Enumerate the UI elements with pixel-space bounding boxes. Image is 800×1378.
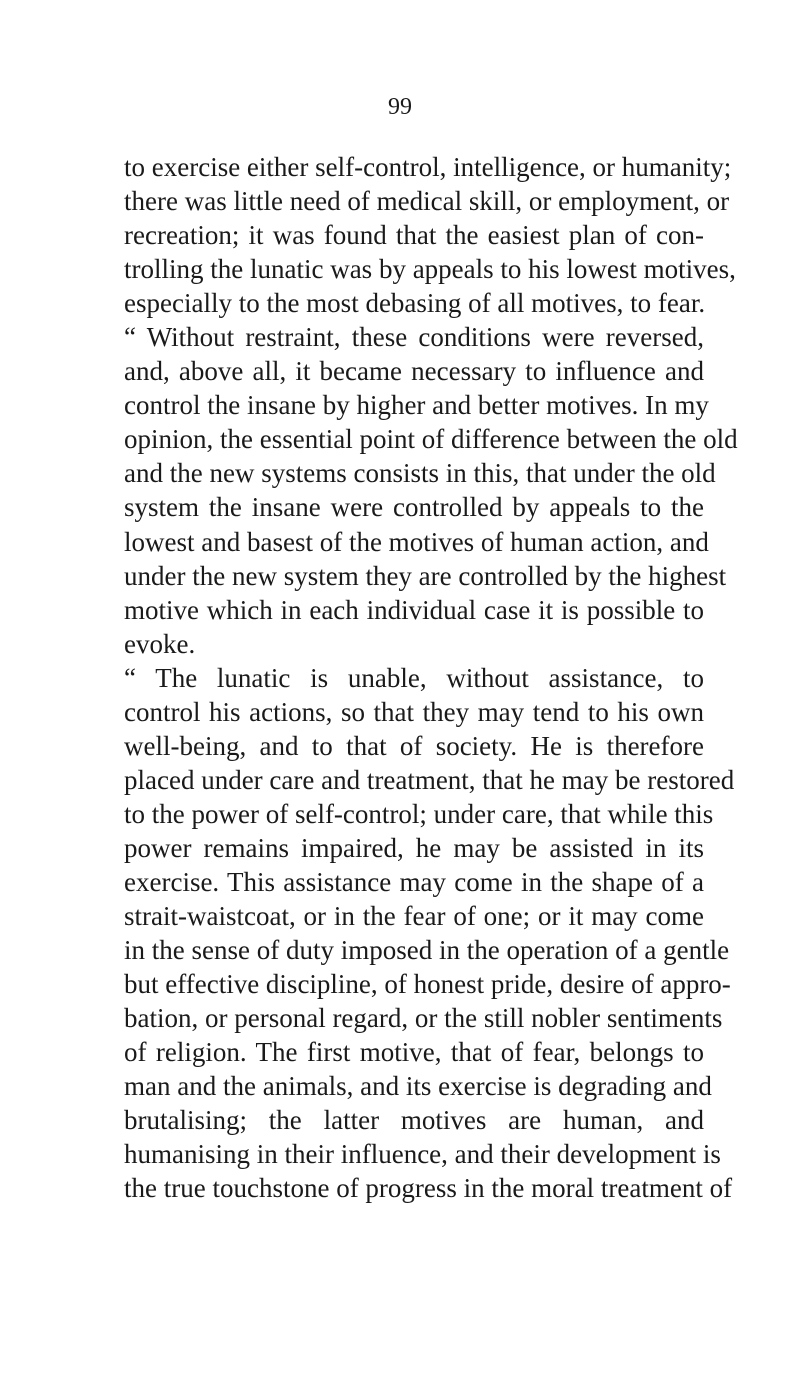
text-line: trolling the lunatic was by appeals to his lowest motives, bbox=[124, 254, 736, 285]
text-line: evoke. bbox=[124, 628, 196, 659]
text-line: and, above all, it became necessary to influence and bbox=[124, 356, 704, 387]
text-line: lowest and basest of the motives of human action, and bbox=[124, 526, 709, 557]
text-line: opinion, the essential point of difference between the old bbox=[124, 424, 738, 455]
text-line: man and the animals, and its exercise is degrading and bbox=[124, 1071, 712, 1102]
text-line: bation, or personal regard, or the still nobler sentiments bbox=[124, 1003, 723, 1034]
text-line: the true touchstone of progress in the moral treatment of bbox=[124, 1173, 733, 1204]
text-line: especially to the most debasing of all motives, to fear. bbox=[124, 288, 706, 319]
text-line: placed under care and treatment, that he may be restored bbox=[124, 764, 735, 795]
text-line: motive which in each individual case it is possible to bbox=[124, 594, 704, 625]
text-line: to the power of self-control; under care, that while this bbox=[124, 798, 714, 829]
text-line: well-being, and to that of society. He is therefore bbox=[124, 730, 704, 761]
text-line: brutalising; the latter motives are human, and bbox=[124, 1105, 704, 1136]
text-line: power remains impaired, he may be assisted in its bbox=[124, 832, 704, 863]
text-line: under the new system they are controlled by the highest bbox=[124, 560, 727, 591]
text-line: strait-waistcoat, or in the fear of one; or it may come bbox=[124, 901, 704, 932]
text-line: but effective discipline, of honest pride, desire of appro- bbox=[124, 969, 731, 1000]
text-line: there was little need of medical skill, or employment, or bbox=[124, 186, 730, 217]
text-line: of religion. The first motive, that of fear, belongs to bbox=[124, 1037, 704, 1068]
body-text bbox=[124, 150, 738, 1205]
text-line: “ Without restraint, these conditions were reversed, bbox=[124, 322, 704, 353]
text-line: and the new systems consists in this, that under the old bbox=[124, 458, 716, 489]
text-line: humanising in their influence, and their development is bbox=[124, 1139, 721, 1170]
text-line: control his actions, so that they may tend to his own bbox=[124, 696, 704, 727]
text-line: recreation; it was found that the easiest plan of con- bbox=[124, 220, 704, 251]
text-line: “ The lunatic is unable, without assistance, to bbox=[124, 662, 704, 693]
text-line: to exercise either self-control, intelligence, or humanity; bbox=[124, 152, 732, 182]
page-number: 99 bbox=[388, 94, 412, 120]
text-line: exercise. This assistance may come in the shape of a bbox=[124, 866, 704, 897]
text-line: system the insane were controlled by appeals to the bbox=[124, 492, 704, 523]
text-line: in the sense of duty imposed in the operation of a gentle bbox=[124, 935, 730, 966]
text-line: control the insane by higher and better motives. In my bbox=[124, 390, 709, 421]
